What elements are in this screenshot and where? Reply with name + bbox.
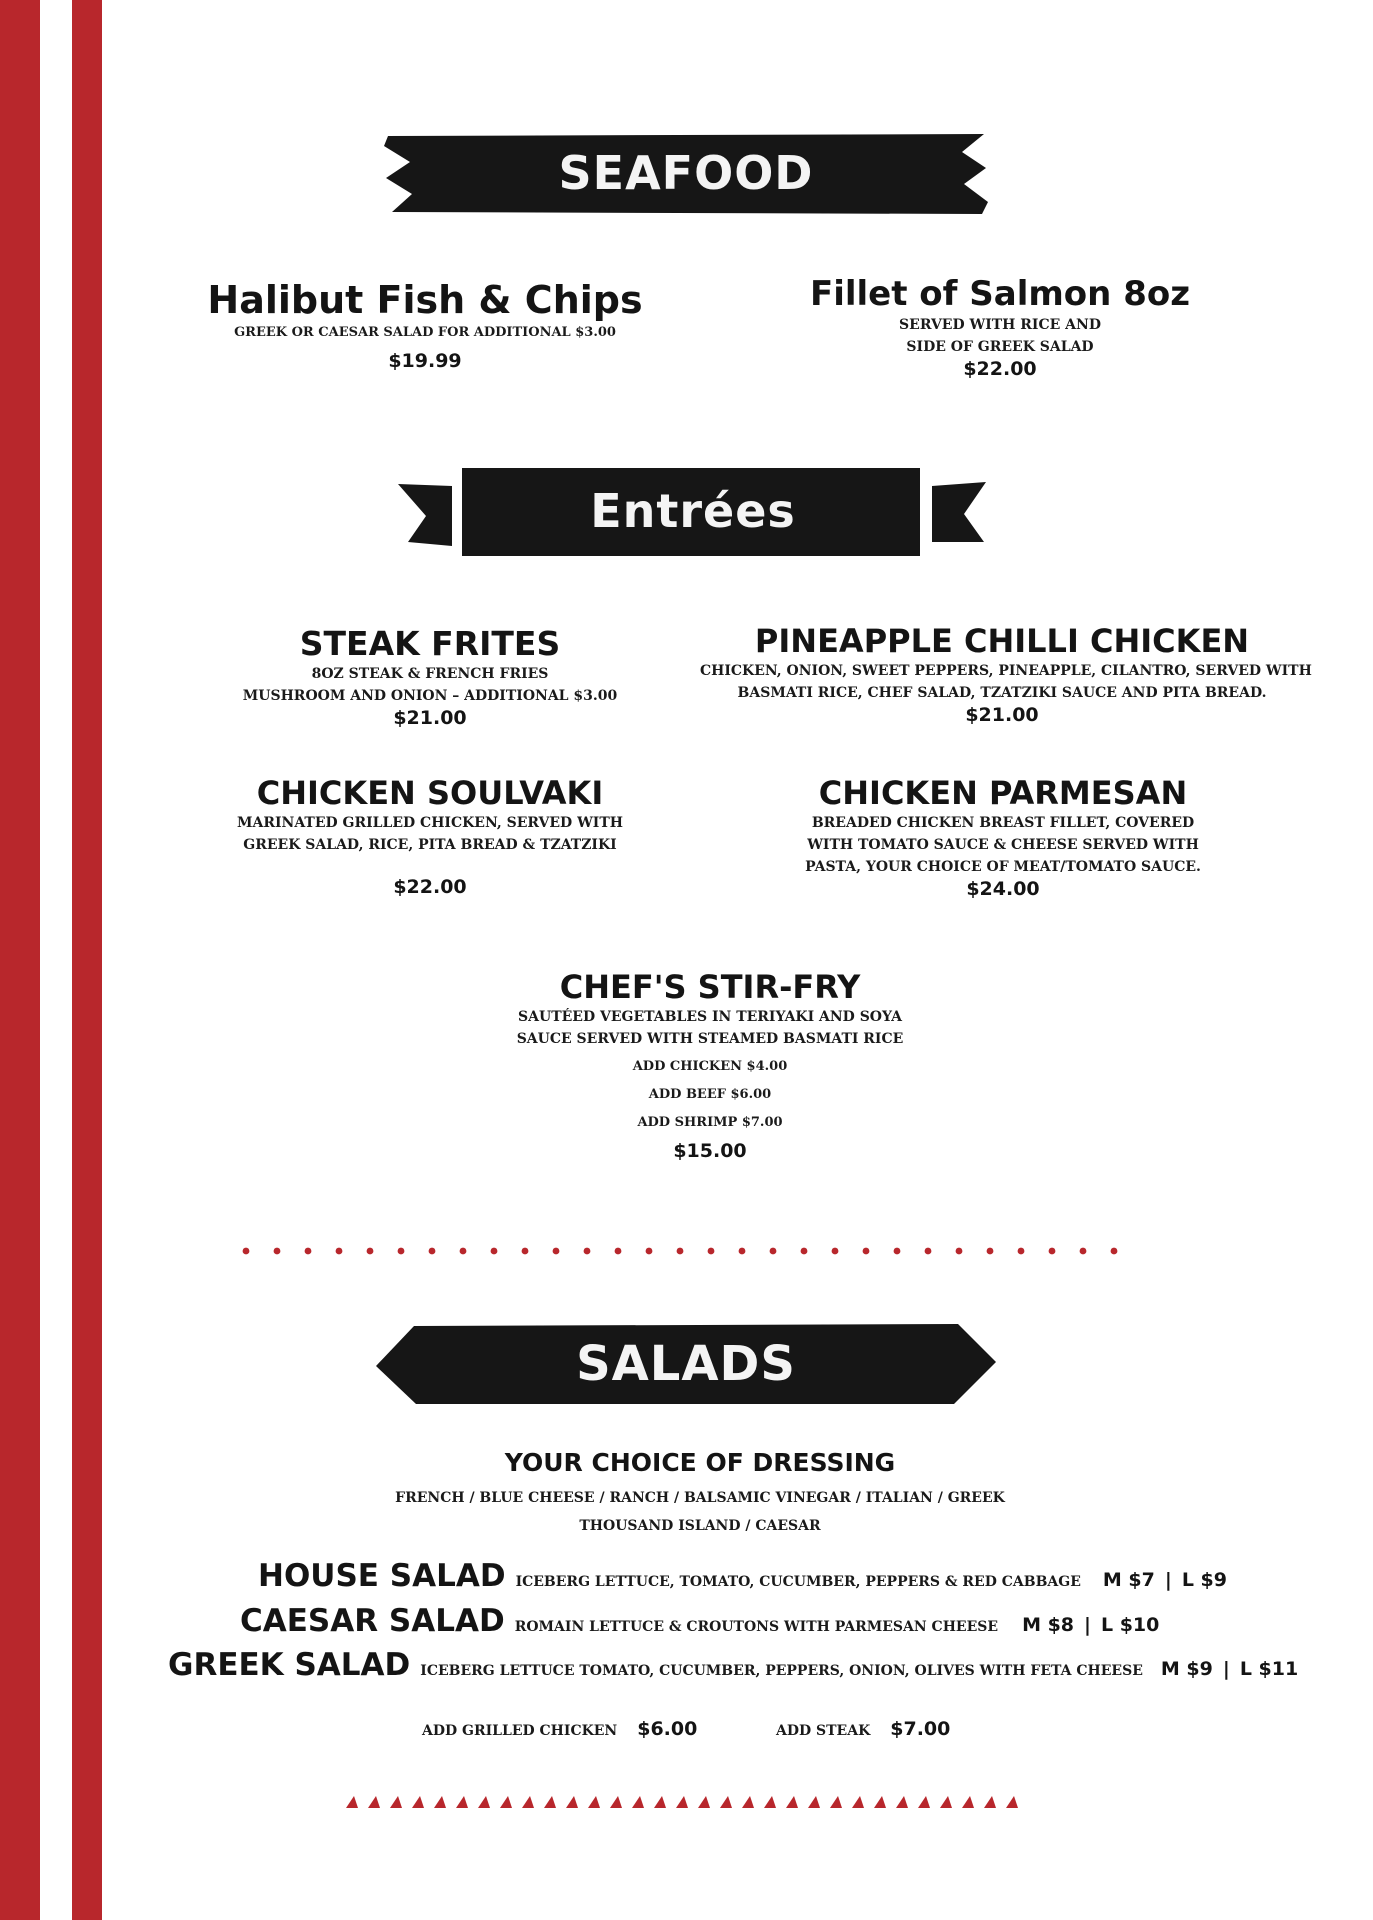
- left-red-stripe-inner: [72, 0, 102, 1920]
- item-name: PINEAPPLE CHILLI CHICKEN: [754, 622, 1250, 660]
- item-desc: SAUCE SERVED WITH STEAMED BASMATI RICE: [516, 1031, 904, 1047]
- dressing-options: THOUSAND ISLAND / CAESAR: [579, 1518, 821, 1534]
- menu-item-salmon: [780, 274, 1220, 380]
- item-name: STEAK FRITES: [299, 624, 561, 663]
- triangle-divider: [346, 1792, 1030, 1810]
- salad-price-large: L $11: [1239, 1658, 1299, 1680]
- dressing-heading: YOUR CHOICE OF DRESSING: [504, 1448, 896, 1477]
- menu-item-chicken-parmesan: [770, 774, 1236, 900]
- entrees-title: Entrées: [590, 484, 796, 538]
- item-price: $24.00: [966, 878, 1040, 900]
- salad-desc: ROMAIN LETTUCE & CROUTONS WITH PARMESAN CHEESE: [514, 1619, 999, 1635]
- price-separator: |: [1164, 1569, 1172, 1591]
- addon-price: $6.00: [637, 1718, 698, 1740]
- item-price: $22.00: [393, 876, 467, 898]
- salad-name: CAESAR SALAD: [240, 1603, 505, 1639]
- item-name: Halibut Fish & Chips: [207, 278, 643, 322]
- salad-price-large: L $9: [1181, 1569, 1227, 1591]
- item-name: CHEF'S STIR-FRY: [559, 968, 861, 1006]
- item-price: $21.00: [965, 704, 1039, 726]
- item-desc: WITH TOMATO SAUCE & CHEESE SERVED WITH: [807, 837, 1199, 853]
- item-desc: GREEK SALAD, RICE, PITA BREAD & TZATZIKI: [243, 837, 617, 853]
- salads-title: SALADS: [576, 1336, 796, 1392]
- item-desc: SIDE OF GREEK SALAD: [906, 339, 1094, 355]
- item-desc: PASTA, YOUR CHOICE OF MEAT/TOMATO SAUCE.: [805, 859, 1201, 875]
- salad-price-medium: M $8: [1022, 1614, 1075, 1636]
- item-price: $21.00: [393, 707, 467, 729]
- item-desc: SERVED WITH RICE AND: [899, 317, 1101, 333]
- salad-price-medium: M $7: [1102, 1569, 1155, 1591]
- item-price: $19.99: [388, 350, 462, 372]
- addon-steak: [776, 1718, 950, 1740]
- menu-item-chicken-soulvaki: [220, 774, 640, 898]
- addon-grilled-chicken: [422, 1718, 697, 1740]
- item-addon: ADD CHICKEN $4.00: [632, 1059, 788, 1074]
- salad-desc: ICEBERG LETTUCE, TOMATO, CUCUMBER, PEPPERS & RED CABBAGE: [515, 1574, 1081, 1590]
- item-desc: BASMATI RICE, CHEF SALAD, TZATZIKI SAUCE AND PITA BREAD.: [737, 685, 1267, 701]
- item-price: $22.00: [963, 358, 1037, 380]
- salad-price-large: L $10: [1100, 1614, 1160, 1636]
- item-name: Fillet of Salmon 8oz: [809, 274, 1191, 314]
- addon-label: ADD STEAK: [776, 1723, 871, 1739]
- item-addon: ADD BEEF $6.00: [648, 1087, 772, 1102]
- entrees-banner: [398, 466, 988, 560]
- addon-label: ADD GRILLED CHICKEN: [422, 1723, 618, 1739]
- seafood-title: SEAFOOD: [558, 146, 814, 200]
- item-name: CHICKEN PARMESAN: [818, 774, 1188, 812]
- item-desc: BREADED CHICKEN BREAST FILLET, COVERED: [811, 815, 1195, 831]
- item-addon: ADD SHRIMP $7.00: [637, 1115, 783, 1130]
- item-desc: CHICKEN, ONION, SWEET PEPPERS, PINEAPPLE, CILANTRO, SERVED WITH: [700, 663, 1312, 679]
- item-name: CHICKEN SOULVAKI: [256, 774, 604, 812]
- seafood-banner: [382, 132, 990, 216]
- dotted-divider: [240, 1244, 1140, 1258]
- item-desc: 8OZ STEAK & FRENCH FRIES: [311, 666, 549, 682]
- item-desc: MUSHROOM AND ONION – ADDITIONAL $3.00: [242, 688, 618, 704]
- price-separator: |: [1084, 1614, 1091, 1636]
- menu-item-chefs-stir-fry: [490, 968, 930, 1162]
- menu-item-halibut: [180, 278, 670, 372]
- salad-row-caesar: [240, 1603, 1159, 1639]
- addon-price: $7.00: [890, 1718, 951, 1740]
- salads-banner: [374, 1324, 998, 1406]
- item-desc: MARINATED GRILLED CHICKEN, SERVED WITH: [237, 815, 623, 831]
- menu-item-pineapple-chilli-chicken: [700, 622, 1312, 726]
- item-desc: SAUTÉED VEGETABLES IN TERIYAKI AND SOYA: [518, 1009, 902, 1025]
- salad-row-house: [258, 1558, 1227, 1594]
- left-red-stripe: [0, 0, 40, 1920]
- salad-name: GREEK SALAD: [168, 1647, 411, 1683]
- dressing-section: [330, 1448, 1070, 1537]
- dressing-options: FRENCH / BLUE CHEESE / RANCH / BALSAMIC VINEGAR / ITALIAN / GREEK: [395, 1490, 1005, 1506]
- salad-name: HOUSE SALAD: [258, 1558, 506, 1594]
- menu-item-steak-frites: [230, 624, 630, 729]
- salad-desc: ICEBERG LETTUCE TOMATO, CUCUMBER, PEPPERS, ONION, OLIVES WITH FETA CHEESE: [420, 1663, 1143, 1679]
- salad-row-greek: [168, 1647, 1298, 1683]
- item-price: $15.00: [673, 1140, 747, 1162]
- price-separator: |: [1222, 1658, 1230, 1680]
- item-desc: GREEK OR CAESAR SALAD FOR ADDITIONAL $3.00: [234, 325, 616, 340]
- salad-price-medium: M $9: [1160, 1658, 1213, 1680]
